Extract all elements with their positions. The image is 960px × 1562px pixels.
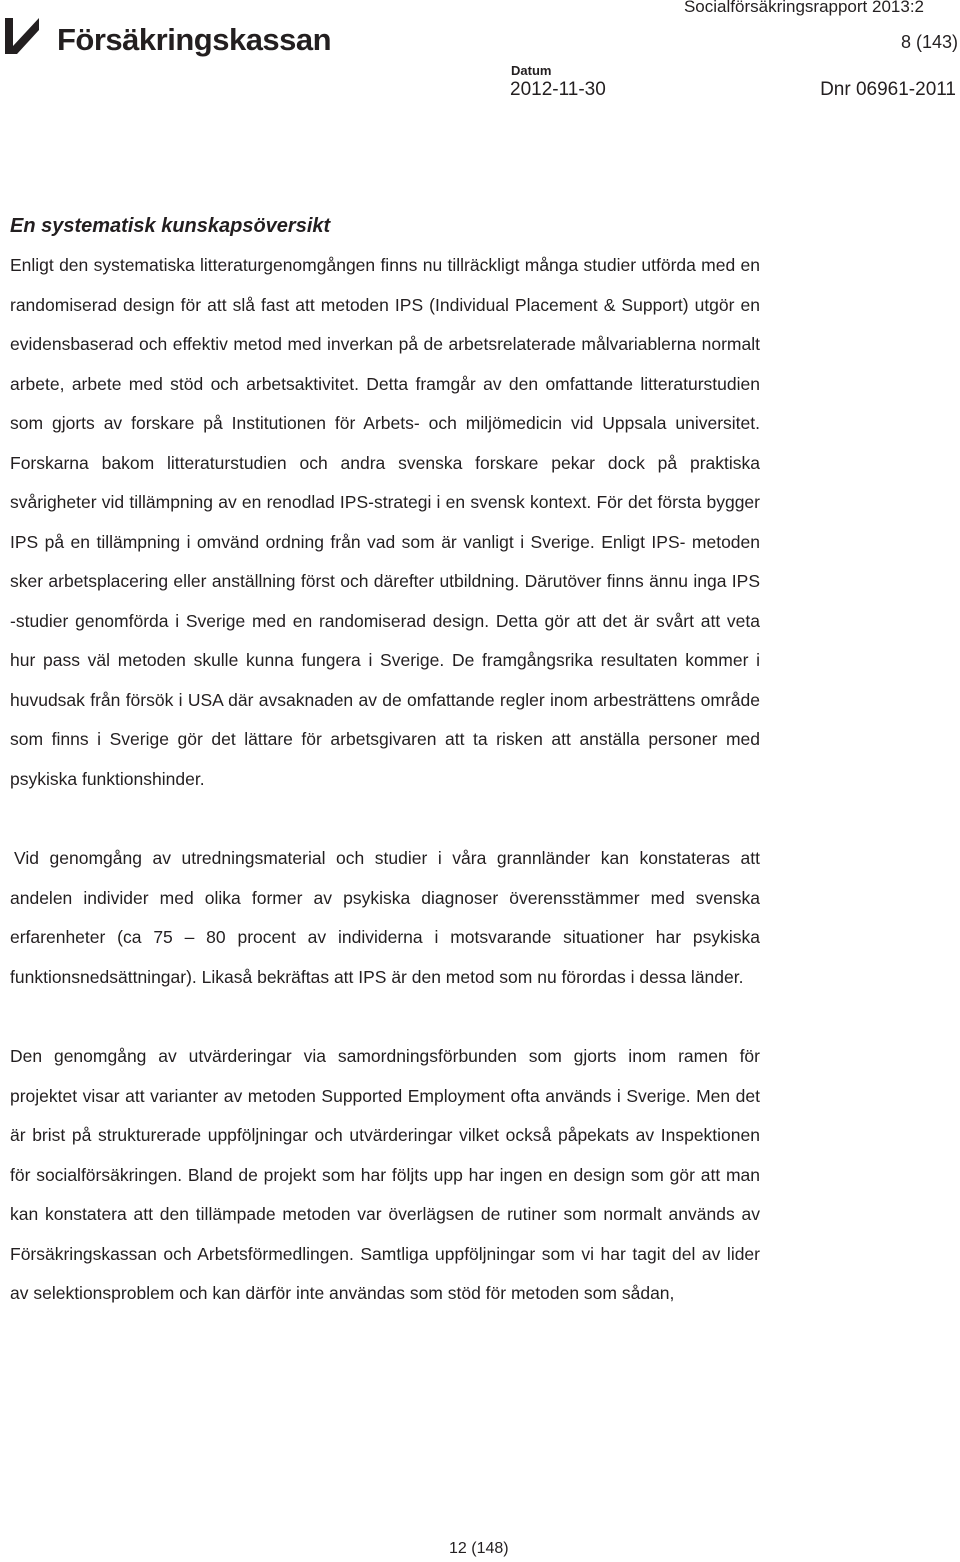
document-number: Dnr 06961-2011 [820, 79, 956, 100]
paragraph-spacer [10, 799, 760, 839]
document-body [10, 207, 760, 1314]
paragraph-spacer [10, 997, 760, 1037]
paragraph-3: Den genomgång av utvärderingar via samordningsförbunden som gjorts inom ramen för projektet visar att varianter av metoden Supported Employment ofta används i Sverige. Men det är brist på strukturerade uppföljningar och utvärderingar vilket också påpekats av Inspektionen för socialförsäkringen. Bland de projekt som har följts upp har ingen en design som gör att man kan konstatera att den tillämpade metoden var överlägsen de rutiner som normalt används av Försäkringskassan och Arbetsförmedlingen. Samtliga uppföljningar som vi har tagit del av lider av selektionsproblem och kan därför inte användas som stöd för metoden som sådan, [10, 1046, 760, 1303]
paragraph-2: Vid genomgång av utredningsmaterial och studier i våra grannländer kan konstateras att andelen individer med olika former av psykiska diagnoser överensstämmer med svenska erfarenheter (ca 75 – 80 procent av individerna i motsvarande situationer har psykiska funktionsnedsättningar). Likaså bekräftas att IPS är den metod som nu förordas i dessa länder. [10, 848, 760, 987]
forsakringskassan-logo-icon [3, 16, 41, 56]
page-number: 8 (143) [900, 32, 958, 52]
footer-page-number: 12 (148) [449, 1540, 509, 1557]
section-heading: En systematisk kunskapsöversikt [10, 215, 331, 237]
report-title: Socialförsäkringsrapport 2013:2 [683, 0, 924, 16]
logo-text: Försäkringskassan [57, 22, 332, 57]
document-date: 2012-11-30 [510, 79, 606, 100]
date-label: Datum [511, 63, 552, 78]
logo [3, 16, 331, 56]
paragraph-1: Enligt den systematiska litteraturgenomgången finns nu tillräckligt många studier utförda med en randomiserad design för att slå fast att metoden IPS (Individual Placement & Support) utgör en evidensbaserad och effektiv metod med inverkan på de arbetsrelaterade målvariablerna normalt arbete, arbete med stöd och arbetsaktivitet. Detta framgår av den omfattande litteraturstudien som gjorts av forskare på Institutionen för Arbets- och miljömedicin vid Uppsala universitet. Forskarna bakom litteraturstudien och andra svenska forskare pekar dock på praktiska svårigheter vid tillämpning av en renodlad IPS-strategi i en svensk kontext. För det första bygger IPS på en tillämpning i omvänd ordning från vad som är vanligt i Sverige. Enligt IPS- metoden sker arbetsplacering eller anställning först och därefter utbildning. Därutöver finns ännu inga IPS -studier genomförda i Sverige med en randomiserad design. Detta gör att det är svårt att veta hur pass väl metoden skulle kunna fungera i Sverige. De framgångsrika resultaten kommer i huvudsak från försök i USA där avsaknaden av de omfattande regler inom arbesträttens område som finns i Sverige gör det lättare för arbetsgivaren att ta risken att anställa personer med psykiska funktionshinder. [10, 255, 760, 789]
